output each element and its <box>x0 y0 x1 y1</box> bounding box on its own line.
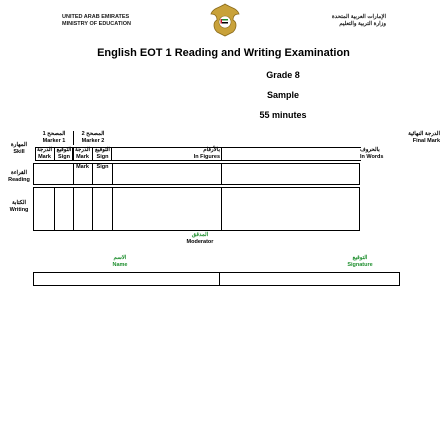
signature-label-ar: التوقيع <box>352 255 368 261</box>
divider <box>92 187 93 231</box>
in-figures-header-ar: بالأرقام <box>203 147 220 153</box>
sign-header-en: Sign <box>96 153 109 160</box>
grade-label: Grade 8 <box>266 70 300 80</box>
marker2-header-en: Marker 2 <box>81 137 105 144</box>
divider <box>112 187 113 231</box>
org-name-en <box>62 14 131 28</box>
divider <box>221 187 222 231</box>
sign-header-en: Sign <box>58 153 70 160</box>
marker2-mark-header <box>73 147 92 160</box>
writing-row <box>33 187 360 231</box>
reading-label-en: Reading <box>8 176 30 183</box>
moderator-label-en: Moderator <box>186 238 214 245</box>
in-figures-header-en: In Figures <box>193 153 220 160</box>
uae-emblem-icon <box>205 2 245 38</box>
name-field[interactable] <box>33 272 220 286</box>
mark-header-en: Mark <box>76 153 89 160</box>
marker2-header-ar: المصحح 2 <box>81 131 105 137</box>
mark-header-ar: الدرجة <box>36 147 53 153</box>
reading-label-ar: القراءة <box>10 170 28 176</box>
final-mark-header-en: Final Mark <box>412 137 440 144</box>
signature-label-en: Signature <box>347 261 373 268</box>
sign-header-ar: التوقيع <box>56 147 72 153</box>
name-label-ar: الاسم <box>113 255 127 261</box>
marker1-mark-header <box>35 147 54 160</box>
signature-label <box>330 255 390 268</box>
org-name-ar <box>296 14 386 28</box>
sign-header-ar: التوقيع <box>95 147 110 153</box>
divider <box>221 163 222 185</box>
mark-header-en: Mark <box>38 153 51 160</box>
writing-label-en: Writing <box>9 206 29 213</box>
moderator-label <box>150 232 250 245</box>
org-line-ministry-ar: وزارة التربية والتعليم <box>339 21 386 27</box>
org-line-country-ar: الإمارات العربية المتحدة <box>331 14 386 20</box>
duration-label: 55 minutes <box>259 110 307 120</box>
final-mark-header-ar: الدرجة النهائية <box>408 131 440 137</box>
in-words-underline <box>221 147 361 161</box>
divider <box>54 187 55 231</box>
divider <box>112 163 113 185</box>
reading-label <box>6 170 32 183</box>
marker1-header <box>35 131 73 144</box>
skill-label-ar: المهارة <box>10 142 28 148</box>
moderator-label-ar: المدقق <box>191 232 209 238</box>
skill-label-en: Skill <box>13 148 25 155</box>
signature-field[interactable] <box>219 272 400 286</box>
reading-sign-header-en: Sign <box>96 164 109 170</box>
mark-header-ar: الدرجة <box>74 147 91 153</box>
reading-sign-header <box>93 164 112 171</box>
marker1-sign-header <box>55 147 73 160</box>
writing-label-ar: الكتابة <box>11 200 27 206</box>
skill-label <box>8 142 30 155</box>
final-mark-header <box>260 131 440 144</box>
divider <box>73 187 74 231</box>
in-words-header-ar: بالحروف <box>360 147 380 153</box>
exam-title: English EOT 1 Reading and Writing Examination <box>97 47 350 59</box>
marker1-header-ar: المصحح 1 <box>42 131 66 137</box>
marker1-header-en: Marker 1 <box>42 137 66 144</box>
name-label <box>95 255 145 268</box>
reading-mark-header <box>73 164 92 171</box>
reading-mark-header-en: Mark <box>76 164 89 170</box>
sample-label: Sample <box>266 90 299 100</box>
marker2-sign-header <box>93 147 112 160</box>
in-words-header <box>360 147 440 160</box>
marker2-header <box>74 131 112 144</box>
in-words-header-en: In Words <box>360 153 384 160</box>
org-line-ministry: MINISTRY OF EDUCATION <box>62 21 131 27</box>
org-line-country: UNITED ARAB EMIRATES <box>62 14 130 20</box>
name-label-en: Name <box>112 261 128 268</box>
in-figures-box <box>112 147 222 161</box>
writing-label <box>6 200 32 213</box>
